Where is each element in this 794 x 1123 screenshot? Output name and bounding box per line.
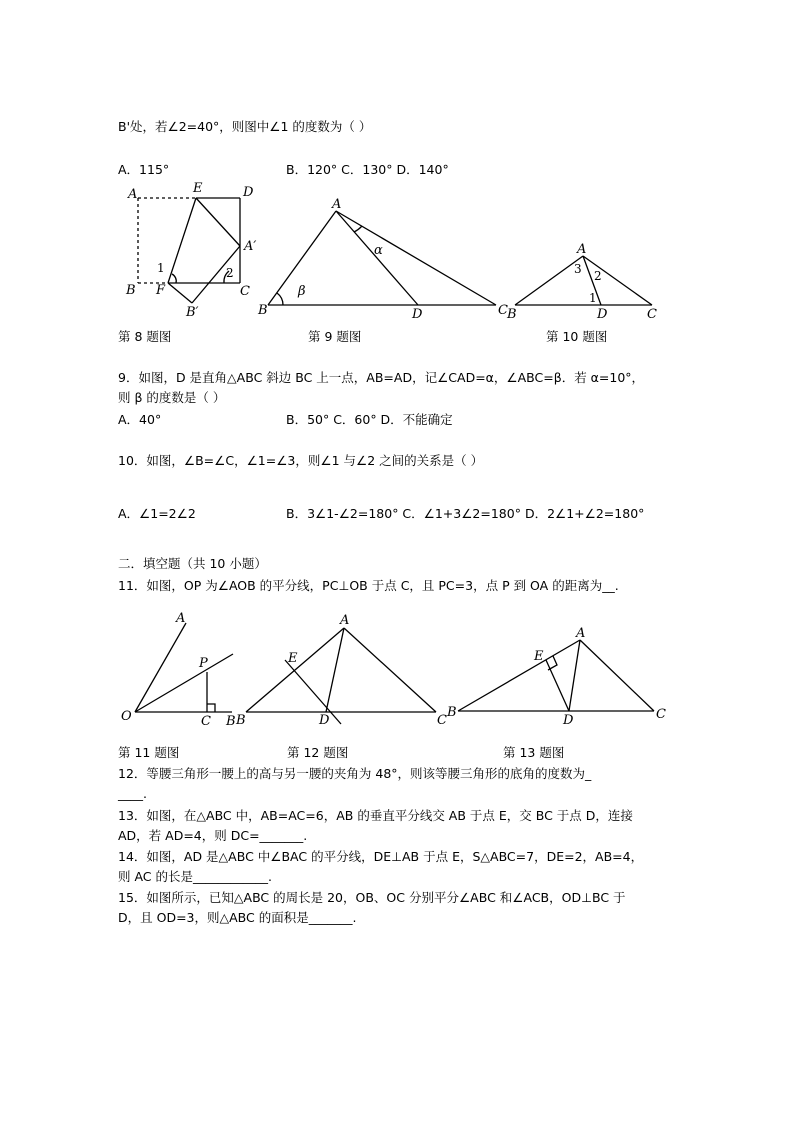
fig11-label-a: A xyxy=(176,611,186,626)
fig13-ad xyxy=(569,640,580,711)
q10-option-a: A．∠1=2∠2 xyxy=(118,506,196,521)
fig11-label-p: P xyxy=(199,656,208,671)
fig12-label-b: B xyxy=(236,713,246,728)
fig12-perpendicular-bisector xyxy=(285,660,341,724)
fig9-label-b: B xyxy=(258,303,268,318)
fig13-de xyxy=(546,660,569,711)
fig12-label-a: A xyxy=(340,613,350,628)
fig10-caption: 第 10 题图 xyxy=(546,329,608,344)
fig8-caption: 第 8 题图 xyxy=(118,329,172,344)
fig11-label-c: C xyxy=(201,714,211,729)
figure-13 xyxy=(458,640,654,711)
figure-12 xyxy=(246,628,436,724)
q9-option-a: A．40° xyxy=(118,412,162,427)
fig10-label-3: 3 xyxy=(574,262,582,276)
fig9-label-alpha: α xyxy=(374,243,383,258)
q15-line1: 15．如图所示，已知△ABC 的周长是 20，OB、OC 分别平分∠ABC 和∠ACB，OD⊥BC 于 xyxy=(118,890,626,905)
q15-line2: D，且 OD=3，则△ABC 的面积是_______. xyxy=(118,910,357,925)
q14-line2: 则 AC 的长是____________. xyxy=(118,869,272,884)
fig13-ac xyxy=(580,640,654,711)
fig13-ab xyxy=(458,640,580,711)
q13-line2: AD，若 AD=4，则 DC=_______. xyxy=(118,828,308,843)
fig10-label-2: 2 xyxy=(594,269,602,283)
fig12-label-c: C xyxy=(437,713,447,728)
fig11-right-angle xyxy=(207,704,215,712)
fig10-label-b: B xyxy=(507,307,517,322)
q9-line1: 9．如图，D 是直角△ABC 斜边 BC 上一点，AB=AD，记∠CAD=α，∠ABC=β．若 α=10°， xyxy=(118,370,645,385)
q14-line1: 14．如图，AD 是△ABC 中∠BAC 的平分线，DE⊥AB 于点 E，S△ABC=7，DE=2，AB=4， xyxy=(118,849,644,864)
fig9-caption: 第 9 题图 xyxy=(308,329,362,344)
q10-stem: 10．如图，∠B=∠C，∠1=∠3，则∠1 与∠2 之间的关系是（ ） xyxy=(118,453,484,468)
fig9-label-a: A xyxy=(332,197,342,212)
fig13-label-c: C xyxy=(656,707,666,722)
q9-line2: 则 β 的度数是（ ） xyxy=(118,390,226,405)
q10-options-bcd: B．3∠1-∠2=180° C．∠1+3∠2=180° D．2∠1+∠2=180° xyxy=(286,506,645,521)
fig9-label-c: C xyxy=(498,303,508,318)
q8-stem: B'处，若∠2=40°，则图中∠1 的度数为（ ） xyxy=(118,119,372,134)
fig8-label-2: 2 xyxy=(226,266,234,280)
fig13-label-d: D xyxy=(563,713,574,728)
q8-option-a: A．115° xyxy=(118,162,170,177)
fig13-caption: 第 13 题图 xyxy=(503,745,565,760)
q12-line2: ____. xyxy=(118,786,147,801)
fig8-label-c: C xyxy=(240,284,250,299)
fig8-label-b: B xyxy=(126,283,136,298)
fig11-label-o: O xyxy=(121,709,132,724)
fig11-oa xyxy=(135,623,186,712)
fig10-label-d: D xyxy=(597,307,608,322)
fig8-label-1: 1 xyxy=(157,261,165,275)
figure-11 xyxy=(135,623,233,712)
q12-line1: 12．等腰三角形一腰上的高与另一腰的夹角为 48°，则该等腰三角形的底角的度数为_ xyxy=(118,766,592,781)
fig10-label-1: 1 xyxy=(589,291,597,305)
fig8-label-d: D xyxy=(243,185,254,200)
fig12-ac xyxy=(344,628,436,712)
fig11-caption: 第 11 题图 xyxy=(118,745,180,760)
fig13-label-b: B xyxy=(447,705,457,720)
fig8-label-b-prime: B′ xyxy=(186,305,199,320)
fig9-label-beta: β xyxy=(298,284,306,299)
fig13-label-a: A xyxy=(576,626,586,641)
fig8-label-a: A xyxy=(128,187,138,202)
section-2-heading: 二．填空题（共 10 小题） xyxy=(118,556,267,571)
fig12-label-e: E xyxy=(288,651,298,666)
fig10-label-a: A xyxy=(577,242,587,257)
fig11-label-b: B xyxy=(226,714,236,729)
q8-options-bcd: B．120° C．130° D．140° xyxy=(286,162,449,177)
fig9-label-d: D xyxy=(412,307,423,322)
fig8-label-f: F xyxy=(156,283,166,298)
q11-stem: 11．如图，OP 为∠AOB 的平分线，PC⊥OB 于点 C，且 PC=3，点 P 到 OA 的距离为__. xyxy=(118,578,619,593)
q13-line1: 13．如图，在△ABC 中，AB=AC=6，AB 的垂直平分线交 AB 于点 E，交 BC 于点 D，连接 xyxy=(118,808,633,823)
fig8-label-e: E xyxy=(193,181,203,196)
fig11-op xyxy=(135,654,233,712)
fig10-label-c: C xyxy=(647,307,657,322)
fig8-label-a-prime: A′ xyxy=(244,239,257,254)
fig13-label-e: E xyxy=(534,649,544,664)
fig12-caption: 第 12 题图 xyxy=(287,745,349,760)
fig12-label-d: D xyxy=(319,713,330,728)
q9-options-bcd: B．50° C．60° D．不能确定 xyxy=(286,412,453,427)
